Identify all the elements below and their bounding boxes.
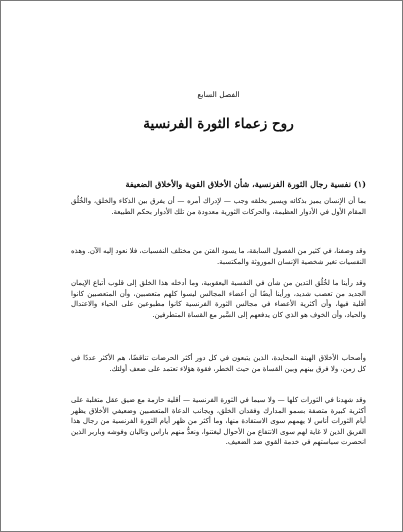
paragraph: وقد وصفنا، في كثير من الفصول السابقة، ما يسود الفتن من مختلف النفسيات، فلا نعود إليه الآن. وهذه النفسيات تغير شخصية الإنسان الموروثة والمكتسبة.	[71, 247, 366, 266]
section-heading: (١) نفسية رجال الثورة الفرنسية، شأن الأخلاق القوية والأخلاق الضعيفة	[125, 179, 366, 189]
paragraph: وأصحاب الأخلاق الهينة المحايدة، الذين يتبعون في كل دور أكثر الحرضات تناقضًا، هم الأكثر عددًا في كل زمن، ولا فرق بينهم وبين القساة من حيث الخطر، فقوة هؤلاء تعتمد على ضعف أولئك.	[71, 354, 366, 373]
paragraph: بما أن الإنسان يميز بذكائه ويسير بخلقه وجب — لإدراك أمره — أن يفرق بين الذكاء والخلق، والخُلُق المقام الأول في الأدوار العظيمة، والحركات الثورية معدودة من تلك الأدوار بحكم الطبيعة.	[71, 197, 366, 216]
chapter-label: الفصل السابع	[197, 90, 240, 99]
chapter-title: روح زعماء الثورة الفرنسية	[143, 116, 294, 132]
paragraph: وقد شهدنا في الثورات كلها — ولا سيما في الثورة الفرنسية — أقلية حازمة مع ضيق عقل متغلبة على أكثرية كبيرة متصفة بسمو المدارك وفقدان الخلق، ويجانب الدعاة المتعصبين وضعيفي الأخلاق يظهر أيام الثورات أناس لا يهمهم سوى الاستفادة منها، وما أكثر من ظهر أيام الثورة الفرنسية من رجال هذا الفريق الذين لا غاية لهم سوى الانتفاع من الأحوال ليغتنوا، ونعدُّ منهم باراس وتاليان وفوشه وباربر الذين انحصرت سياستهم في خدمة القوي ضد الضعيف.	[71, 396, 366, 447]
paragraph: وقد رأينا ما لخُلُق التدين من شأن في النفسية اليعقوبية، وما أدخله هذا الخلق إلى قلوب أتباع الإيمان الجديد من تعصب شديد، ورأينا أيضًا أن أعضاء المجالس ليسوا كلهم متعصبين، وأن المتعصبين كانوا أقلية فيها، وأن أكثرية الأعضاء في مجالس الثورة الفرنسية كانوا مطبوعين على الحياء والاعتدال والحياد، وأن الخوف هو الذي كان يدفعهم إلى السَّير مع القساة المتطرفين.	[71, 279, 366, 319]
